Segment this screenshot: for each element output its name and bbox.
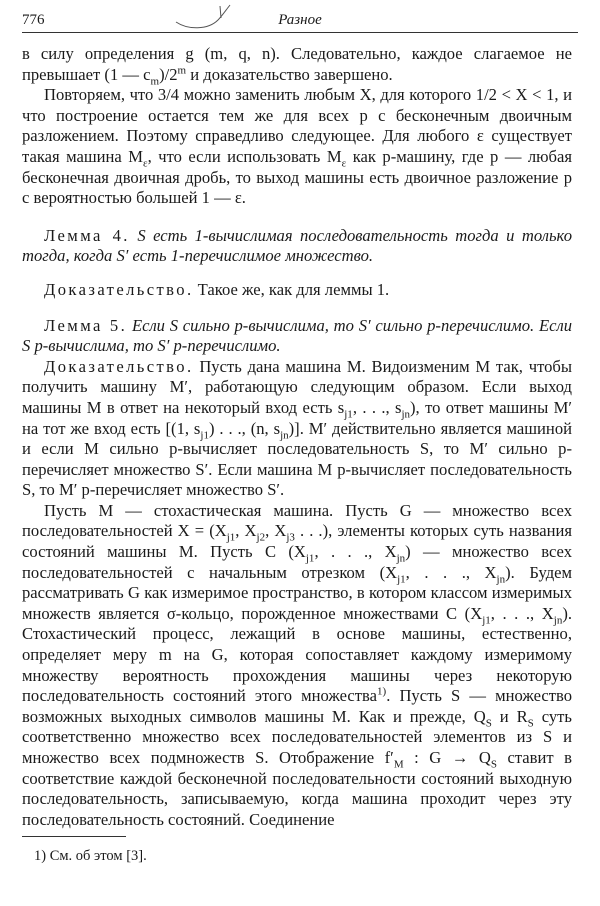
text-run: ), то ответ машины M′ на тот же вход есть [(1, s	[22, 397, 572, 438]
lemma-label: Лемма 4.	[44, 225, 130, 245]
text-run: . . .), элементы которых суть названия состояний машины M. Пусть C (X	[22, 521, 573, 562]
paragraph	[22, 501, 572, 831]
text-run: m	[177, 64, 187, 77]
pencil-mark-icon	[174, 4, 234, 30]
text-run: , что если использовать M	[147, 146, 342, 166]
text-run: j3	[286, 531, 295, 544]
text-run: jn	[396, 552, 406, 565]
paragraph	[22, 357, 572, 501]
page-header	[22, 8, 578, 30]
text-run: : G → Q	[403, 748, 491, 767]
text-run: j1	[344, 408, 353, 421]
text-run: )/2	[159, 64, 178, 84]
text-run: jn	[401, 408, 411, 421]
text-run: и доказательство завершено.	[186, 64, 393, 84]
text-run: . Пусть S — множество возможных выходных символов машины M. Как и прежде, Q	[22, 686, 572, 726]
text-run: j1	[305, 552, 315, 565]
text-run: j1	[200, 428, 209, 441]
text-run: Пусть M — стохастическая машина. Пусть G — множество всех последовательностей X = (X	[22, 500, 572, 541]
text-run: jn	[496, 572, 506, 585]
text-run: , . . ., s	[352, 397, 402, 417]
text-run: Пусть дана машина M. Видоизменим M так, чтобы получить машину M′, работающую следующим образом. Если выход машины M в ответ на некоторый вход есть s	[22, 356, 572, 417]
running-title: Разное	[278, 12, 322, 28]
text-run: jn	[280, 428, 289, 441]
text-run: , X	[265, 521, 287, 541]
text-run: и R	[491, 706, 528, 726]
text-run: S	[485, 717, 492, 730]
text-run: , . . ., X	[490, 603, 554, 623]
text-run: m	[150, 74, 160, 87]
text-run: 1)	[377, 685, 387, 698]
text-run: ε	[143, 157, 148, 170]
text-run: Повторяем, что 3/4 можно заменить любым X, для которого 1/2 < X < 1, и что построение остается тем же для всех p с бесконечным двоичным разложением. Поэтому справедливо следующее. Для любого ε существует такая машина M	[22, 85, 572, 166]
lemma-label: Лемма 5.	[44, 315, 128, 335]
text-run: ). Будем рассматривать G как измеримое пространство, в котором классом измеримых множеств является σ-кольцо, порожденное множествами C (X	[22, 562, 572, 623]
text-run: ) . . ., (n, s	[208, 418, 281, 438]
paragraph	[22, 44, 572, 85]
paragraph	[22, 316, 572, 357]
page-number: 776	[22, 12, 45, 28]
text-run: )]. M′ действительно является машиной и если M сильно p-вычисляет последовательность S, то M′ сильно p-перечисляет множество S′. Если машина M p-вычисляет последовательность S, то M′ p-перечисляет множество S′.	[22, 418, 572, 500]
footnote: 1) См. об этом [3].	[34, 848, 147, 864]
text-run: , . . ., X	[405, 562, 497, 582]
text-run: S	[490, 758, 497, 771]
text-run: S есть 1-вычислимая последовательность тогда и только тогда, когда S′ есть 1-перечислимое множество.	[22, 225, 572, 266]
text-run: Такое же, как для леммы 1.	[193, 279, 390, 299]
footnote-rule	[22, 836, 126, 837]
paragraph	[22, 280, 572, 301]
paragraph	[22, 85, 572, 209]
text-run: Если S сильно p-вычислима, то S′ сильно p-перечислимо. Если S p-вычислима, то S′ p-перечислимо.	[22, 315, 572, 356]
text-run: S	[527, 717, 534, 730]
main-text	[22, 44, 572, 830]
text-run: j1	[482, 614, 491, 627]
text-run: ) — множество всех последовательностей с начальным отрезком (X	[22, 542, 572, 582]
paragraph	[22, 226, 572, 267]
text-run: jn	[553, 614, 563, 627]
lemma-label: Доказательство.	[44, 279, 194, 299]
text-run: j1	[226, 531, 236, 544]
text-run: j2	[256, 531, 266, 544]
text-run: суть соответственно множество всех последовательностей элементов из S и множество всех подмножеств S. Отображение f′	[22, 706, 573, 767]
text-run: j1	[397, 572, 406, 585]
lemma-label: Доказательство.	[44, 356, 194, 376]
text-run: в силу определения g (m, q, n). Следовательно, каждое слагаемое не превышает (1 — c	[22, 44, 572, 84]
text-run: ε	[341, 157, 347, 170]
text-run: , . . ., X	[314, 542, 397, 562]
text-run: M	[393, 758, 404, 771]
header-rule	[22, 32, 578, 33]
text-run: ставит в соответствие каждой бесконечной последовательности состояний выходную последовательность, записываемую, когда машина проходит через эту последовательность состояний. Соединение	[22, 748, 572, 829]
text-run: как p-машину, где p — любая бесконечная двоичная дробь, то выход машины есть двоичное разложение p с вероятностью большей 1 — ε.	[22, 146, 573, 208]
text-run: , X	[235, 521, 257, 541]
text-run: ). Стохастический процесс, лежащий в основе машины, естественно, определяет меру m на G, которая сопоставляет каждому измеримому множеству вероятность прохождения машины через некоторую последовательность состояний этого множества	[22, 603, 573, 706]
